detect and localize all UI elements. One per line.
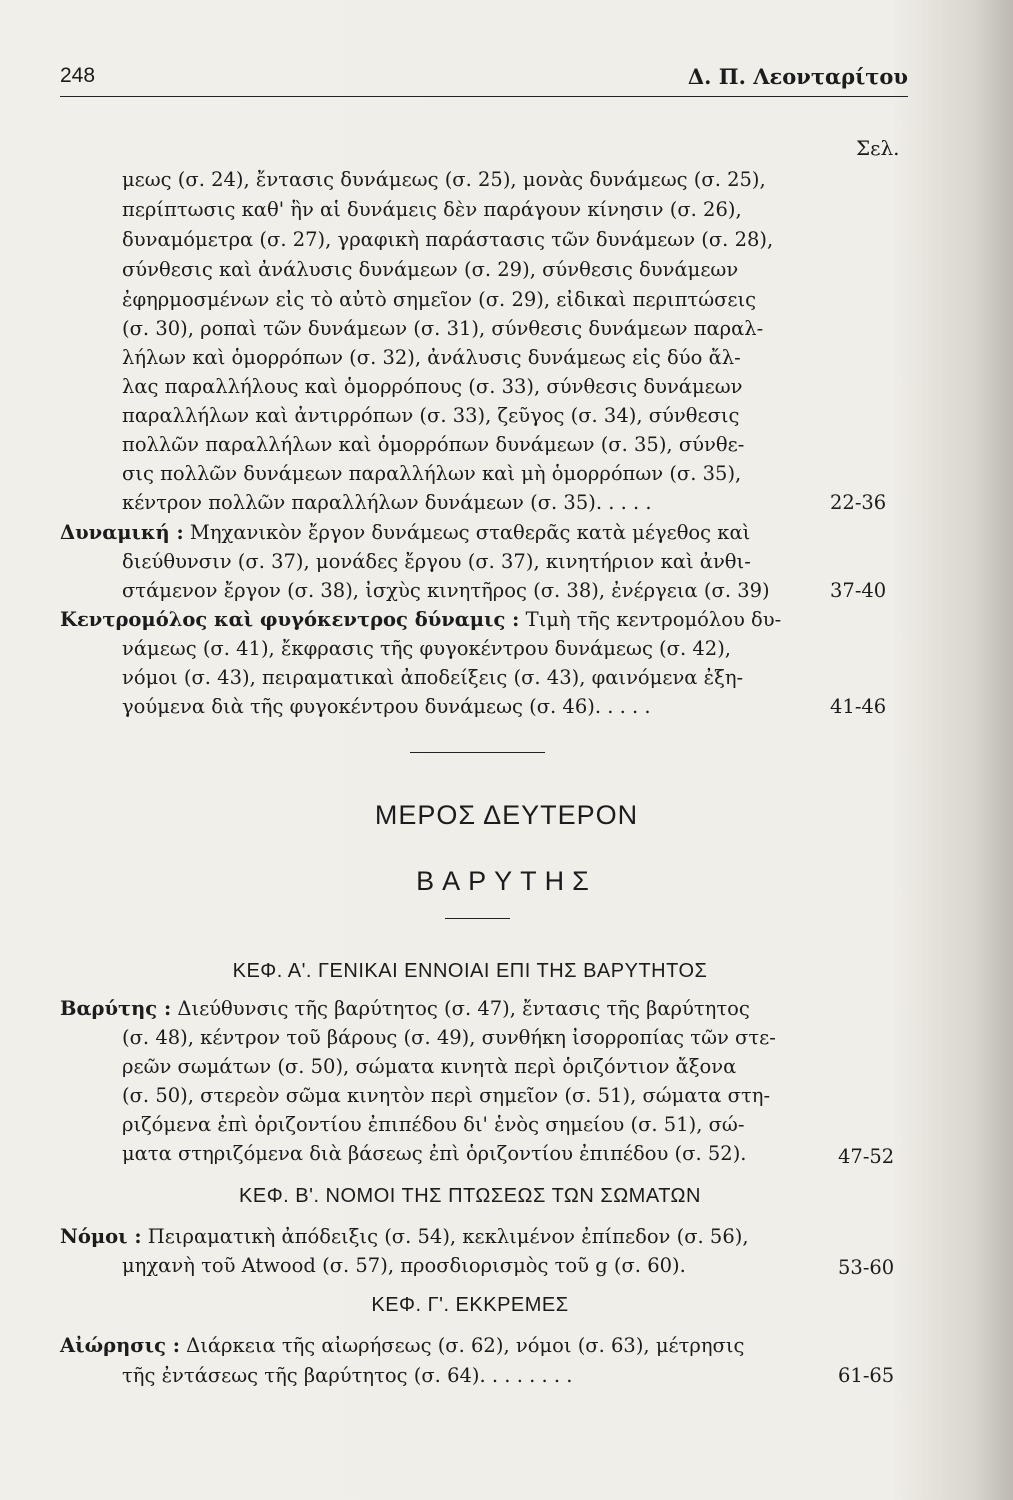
chapter-b-title: ΚΕΦ. Β'. ΝΟΜΟΙ ΤΗΣ ΠΤΩΣΕΩΣ ΤΩΝ ΣΩΜΑΤΩΝ (239, 1185, 701, 1207)
running-author: Δ. Π. Λεονταρίτου (687, 64, 908, 89)
toc-line: κέντρον πολλῶν παραλλήλων δυνάμεων (σ. 35). . . . . (122, 491, 652, 514)
part-title: ΜΕΡΟΣ ΔΕΥΤΕΡΟΝ (374, 800, 639, 830)
toc-line: (σ. 50), στερεὸν σῶμα κινητὸν περὶ σημεῖον (σ. 51), σώματα στη- (122, 1084, 771, 1107)
entry-heading: Βαρύτης : (60, 997, 172, 1020)
toc-line: ρεῶν σωμάτων (σ. 50), σώματα κινητὰ περὶ ὁριζόντιον ἄξονα (122, 1055, 737, 1078)
entry-text: Διάρκεια τῆς αἰωρήσεως (σ. 62), νόμοι (σ. 63), μέτρησις (186, 1334, 745, 1357)
toc-line: λήλων καὶ ὁμορρόπων (σ. 32), ἀνάλυσις δυνάμεως εἰς δύο ἄλ- (122, 346, 741, 369)
entry-text: Διεύθυνσις τῆς βαρύτητος (σ. 47), ἔντασις τῆς βαρύτητος (177, 997, 750, 1020)
toc-line: στάμενον ἔργον (σ. 38), ἰσχὺς κινητῆρος (σ. 38), ἐνέργεια (σ. 39) (122, 579, 770, 602)
separator-rule (445, 918, 510, 919)
toc-line: σύνθεσις καὶ ἀνάλυσις δυνάμεων (σ. 29), σύνθεσις δυνάμεων (122, 258, 739, 281)
toc-line: περίπτωσις καθ' ἣν αἱ δυνάμεις δὲν παράγουν κίνησιν (σ. 26), (122, 198, 742, 221)
toc-line: νόμοι (σ. 43), πειραματικαὶ ἀποδείξεις (σ. 43), φαινόμενα ἐξη- (122, 666, 744, 689)
toc-entry-first-line (60, 518, 750, 548)
toc-line: παραλλήλων καὶ ἀντιρρόπων (σ. 33), ζεῦγος (σ. 34), σύνθεσις (122, 404, 740, 427)
page-range: 22-36 (830, 491, 887, 514)
page-range: 41-46 (830, 695, 887, 718)
running-header (60, 64, 908, 97)
entry-text: Μηχανικὸν ἔργον δυνάμεως σταθερᾶς κατὰ μέγεθος καὶ (189, 521, 751, 544)
toc-line: ριζόμενα ἐπὶ ὁριζοντίου ἐπιπέδου δι' ἑνὸς σημείου (σ. 51), σώ- (122, 1113, 745, 1136)
toc-line: σις πολλῶν δυνάμεων παραλλήλων καὶ μὴ ὁμορρόπων (σ. 35), (122, 462, 742, 485)
page-range: 47-52 (838, 1145, 895, 1168)
toc-line: (σ. 30), ροπαὶ τῶν δυνάμεων (σ. 31), σύνθεσις δυνάμεων παραλ- (122, 317, 764, 340)
entry-heading: Νόμοι : (60, 1225, 142, 1248)
page-range: 37-40 (830, 579, 887, 602)
toc-line: νάμεως (σ. 41), ἔκφρασις τῆς φυγοκέντρου δυνάμεως (σ. 42), (122, 637, 731, 660)
entry-heading: Κεντρομόλος καὶ φυγόκεντρος δύναμις : (60, 608, 520, 631)
chapter-c-title: ΚΕΦ. Γ'. ΕΚΚΡΕΜΕΣ (371, 1294, 569, 1316)
separator-rule (410, 752, 545, 753)
toc-line: λας παραλλήλους καὶ ὁμορρόπους (σ. 33), σύνθεσις δυνάμεων (122, 375, 743, 398)
entry-text: Πειραματικὴ ἀπόδειξις (σ. 54), κεκλιμένον ἐπίπεδον (σ. 56), (147, 1225, 749, 1248)
page-range: 53-60 (838, 1256, 895, 1279)
toc-line: δυναμόμετρα (σ. 27), γραφικὴ παράστασις τῶν δυνάμεων (σ. 28), (122, 228, 774, 251)
toc-entry-first-line (60, 1222, 749, 1252)
toc-line: μεως (σ. 24), ἔντασις δυνάμεως (σ. 25), μονὰς δυνάμεως (σ. 25), (122, 168, 766, 191)
toc-line: πολλῶν παραλλήλων καὶ ὁμορρόπων δυνάμεων (σ. 35), σύνθε- (122, 433, 745, 456)
toc-entry-first-line (60, 994, 750, 1024)
chapter-a-title: ΚΕΦ. Α'. ΓΕΝΙΚΑΙ ΕΝΝΟΙΑΙ ΕΠΙ ΤΗΣ ΒΑΡΥΤΗΤΟΣ (232, 960, 708, 982)
toc-line: (σ. 48), κέντρον τοῦ βάρους (σ. 49), συνθήκη ἰσορροπίας τῶν στε- (122, 1026, 776, 1049)
toc-entry-first-line (60, 1331, 744, 1361)
toc-line: διεύθυνσιν (σ. 37), μονάδες ἔργου (σ. 37), κινητήριον καὶ ἀνθι- (122, 550, 751, 573)
entry-heading: Δυναμική : (60, 521, 184, 544)
toc-line: τῆς ἐντάσεως τῆς βαρύτητος (σ. 64). . . . . . . . (122, 1364, 573, 1387)
entry-heading: Αἰώρησις : (60, 1334, 180, 1357)
toc-entry-first-line (60, 605, 781, 635)
toc-line: ἐφηρμοσμένων εἰς τὸ αὐτὸ σημεῖον (σ. 29), εἰδικαὶ περιπτώσεις (122, 288, 757, 311)
page-column-label: Σελ. (856, 136, 900, 160)
entry-text: Τιμὴ τῆς κεντρομόλου δυ- (525, 608, 782, 631)
page-range: 61-65 (838, 1364, 895, 1387)
toc-line: γούμενα διὰ τῆς φυγοκέντρου δυνάμεως (σ. 46). . . . . (122, 695, 651, 718)
toc-line: ματα στηριζόμενα διὰ βάσεως ἐπὶ ὁριζοντίου ἐπιπέδου (σ. 52). (122, 1142, 747, 1165)
part-subject: ΒΑΡΥΤΗΣ (416, 866, 597, 896)
page-number: 248 (60, 64, 96, 87)
toc-line: μηχανὴ τοῦ Atwood (σ. 57), προσδιορισμὸς τοῦ g (σ. 60). (122, 1254, 686, 1277)
